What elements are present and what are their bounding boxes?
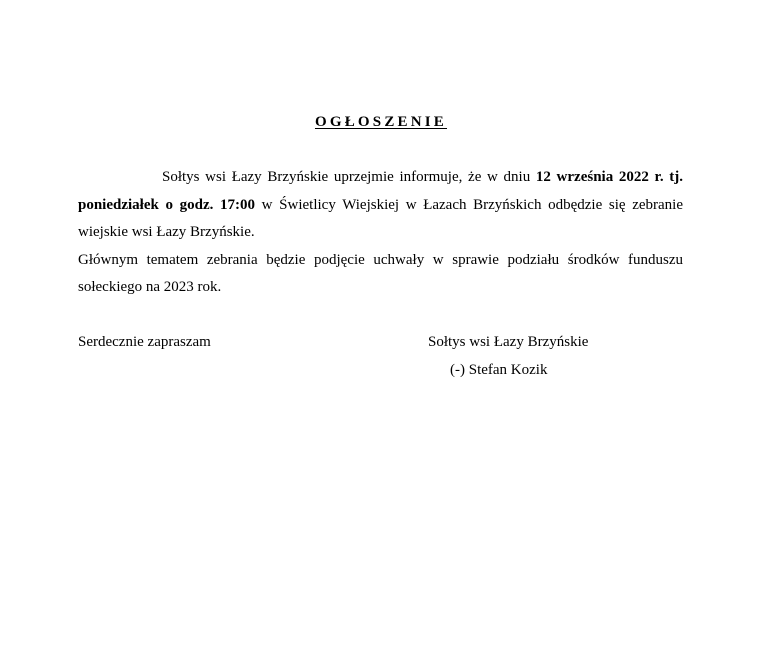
closing-greeting: Serdecznie zapraszam: [78, 334, 211, 350]
signer-title: Sołtys wsi Łazy Brzyńskie: [428, 334, 589, 350]
paragraph-meeting-info-end: w Świetlicy Wiejskiej w Łazach Brzyńskich odbędzie się zebranie wiejskie wsi Łazy Brzyńskie.: [78, 196, 683, 240]
meeting-date-time: 12 września 2022 r. tj. poniedziałek o godz. 17:00: [78, 169, 683, 213]
paragraph-meeting-info-start: Sołtys wsi Łazy Brzyńskie uprzejmie informuje, że w dniu: [162, 169, 536, 185]
paragraph-meeting-topic: Głównym tematem zebrania będzie podjęcie uchwały w sprawie podziału środków funduszu sołeckiego na 2023 rok.: [78, 251, 683, 295]
announcement-title: OGŁOSZENIE: [314, 114, 448, 130]
signer-name: (-) Stefan Kozik: [450, 362, 548, 378]
paragraph-meeting-info: [78, 164, 683, 247]
announcement-body: [78, 164, 683, 302]
